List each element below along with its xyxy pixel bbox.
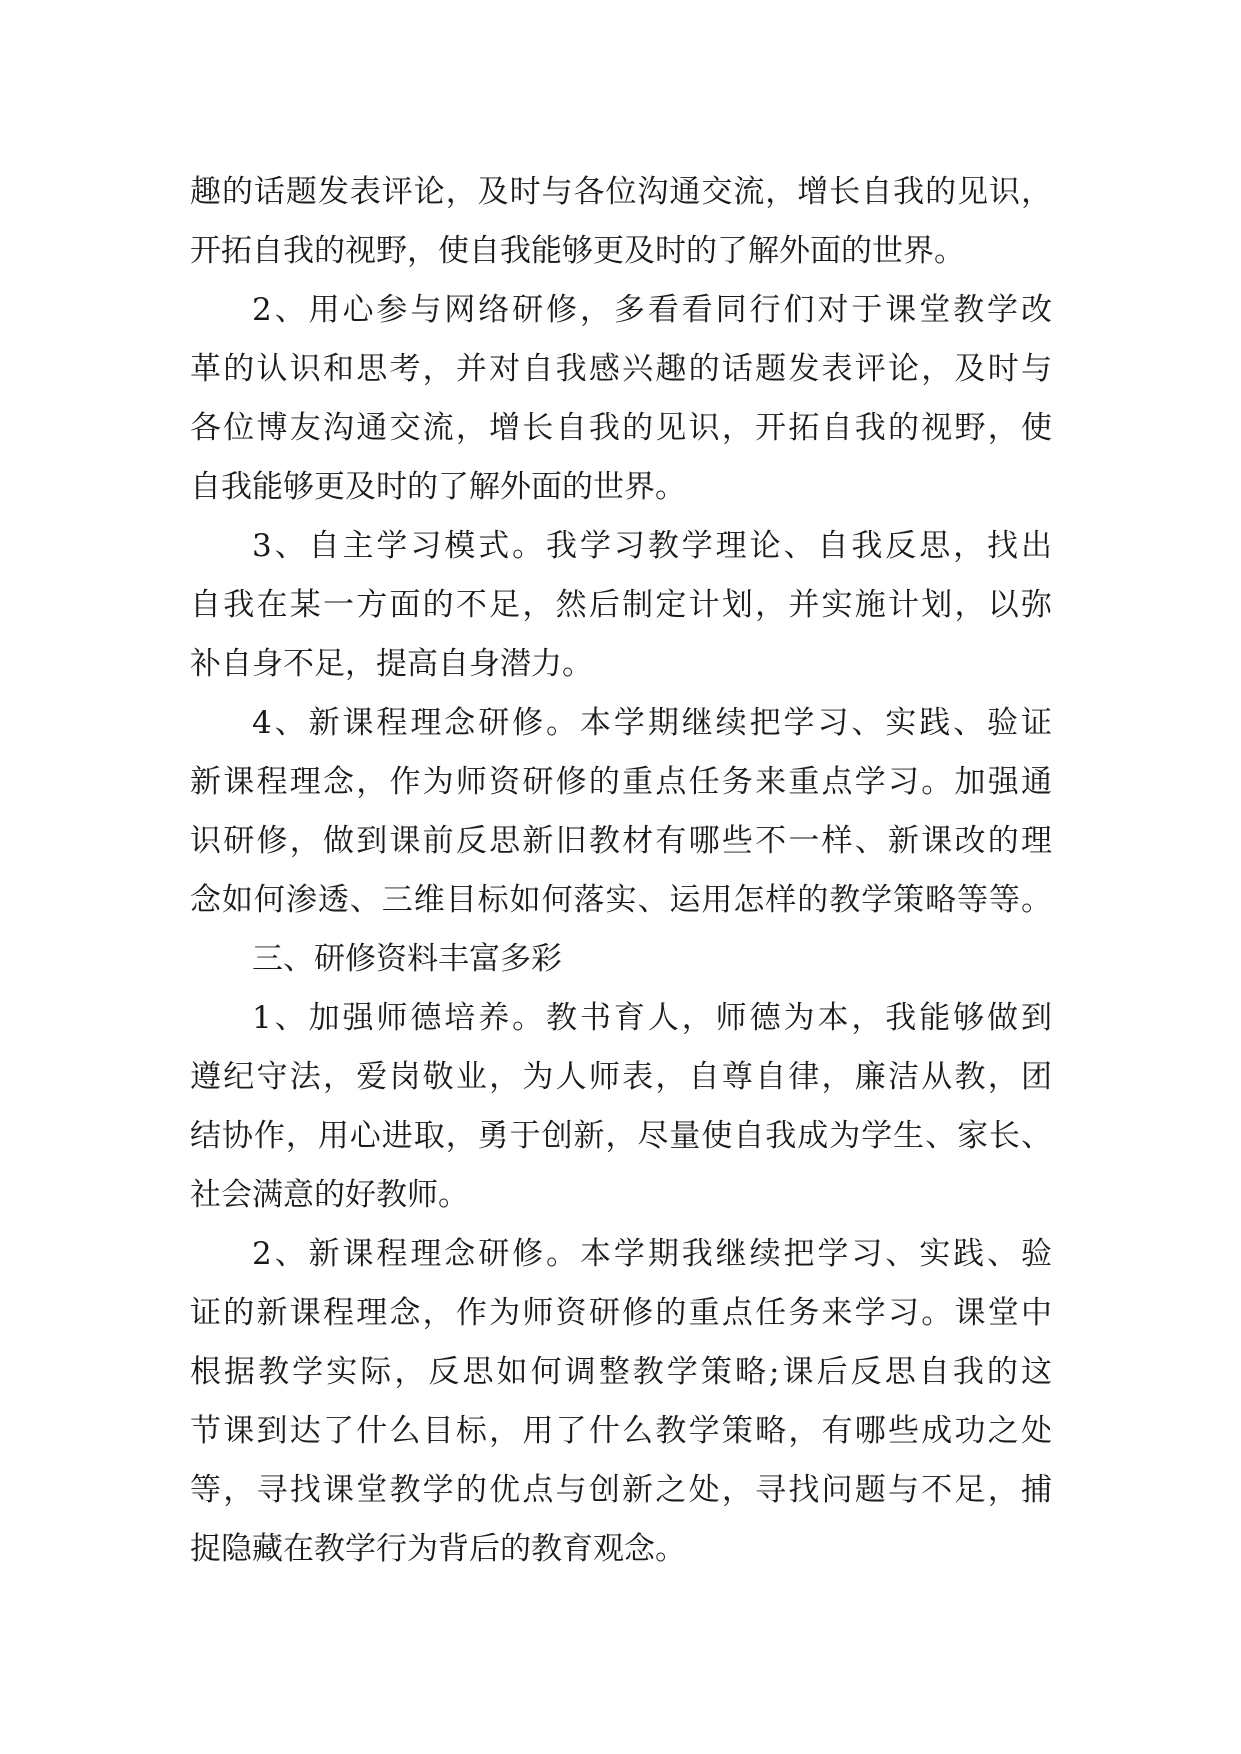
text-line: 念如何渗透、三维目标如何落实、运用怎样的教学策略等等。	[190, 882, 1052, 918]
text-line: 结协作，用心进取，勇于创新，尽量使自我成为学生、家长、	[190, 1118, 1052, 1154]
text-line: 各位博友沟通交流，增长自我的见识，开拓自我的视野，使	[190, 410, 1052, 446]
text-line: 捉隐藏在教学行为背后的教育观念。	[190, 1531, 686, 1567]
text-line: 识研修，做到课前反思新旧教材有哪些不一样、新课改的理	[190, 823, 1052, 859]
text-line: 自我能够更及时的了解外面的世界。	[190, 469, 686, 505]
paragraph-first-line: 2、新课程理念研修。本学期我继续把学习、实践、验	[252, 1236, 1052, 1272]
paragraph-first-line: 4、新课程理念研修。本学期继续把学习、实践、验证	[252, 705, 1052, 741]
section-heading: 三、研修资料丰富多彩	[252, 941, 562, 977]
text-line: 社会满意的好教师。	[190, 1177, 469, 1213]
text-line: 证的新课程理念，作为师资研修的重点任务来学习。课堂中	[190, 1295, 1052, 1331]
paragraph-first-line: 1、加强师德培养。教书育人，师德为本，我能够做到	[252, 1000, 1052, 1036]
text-line: 趣的话题发表评论，及时与各位沟通交流，增长自我的见识，	[190, 174, 1052, 210]
text-line: 新课程理念，作为师资研修的重点任务来重点学习。加强通	[190, 764, 1052, 800]
document-body	[190, 163, 1052, 1579]
text-line: 遵纪守法，爱岗敬业，为人师表，自尊自律，廉洁从教，团	[190, 1059, 1052, 1095]
text-line: 根据教学实际，反思如何调整教学策略;课后反思自我的这	[190, 1354, 1052, 1390]
text-line: 补自身不足，提高自身潜力。	[190, 646, 593, 682]
text-line: 等，寻找课堂教学的优点与创新之处，寻找问题与不足，捕	[190, 1472, 1052, 1508]
text-line: 自我在某一方面的不足，然后制定计划，并实施计划，以弥	[190, 587, 1052, 623]
text-line: 开拓自我的视野，使自我能够更及时的了解外面的世界。	[190, 233, 965, 269]
paragraph-first-line: 3、自主学习模式。我学习教学理论、自我反思，找出	[252, 528, 1052, 564]
text-line: 节课到达了什么目标，用了什么教学策略，有哪些成功之处	[190, 1413, 1052, 1449]
text-line: 革的认识和思考，并对自我感兴趣的话题发表评论，及时与	[190, 351, 1052, 387]
paragraph-first-line: 2、用心参与网络研修，多看看同行们对于课堂教学改	[252, 292, 1052, 328]
